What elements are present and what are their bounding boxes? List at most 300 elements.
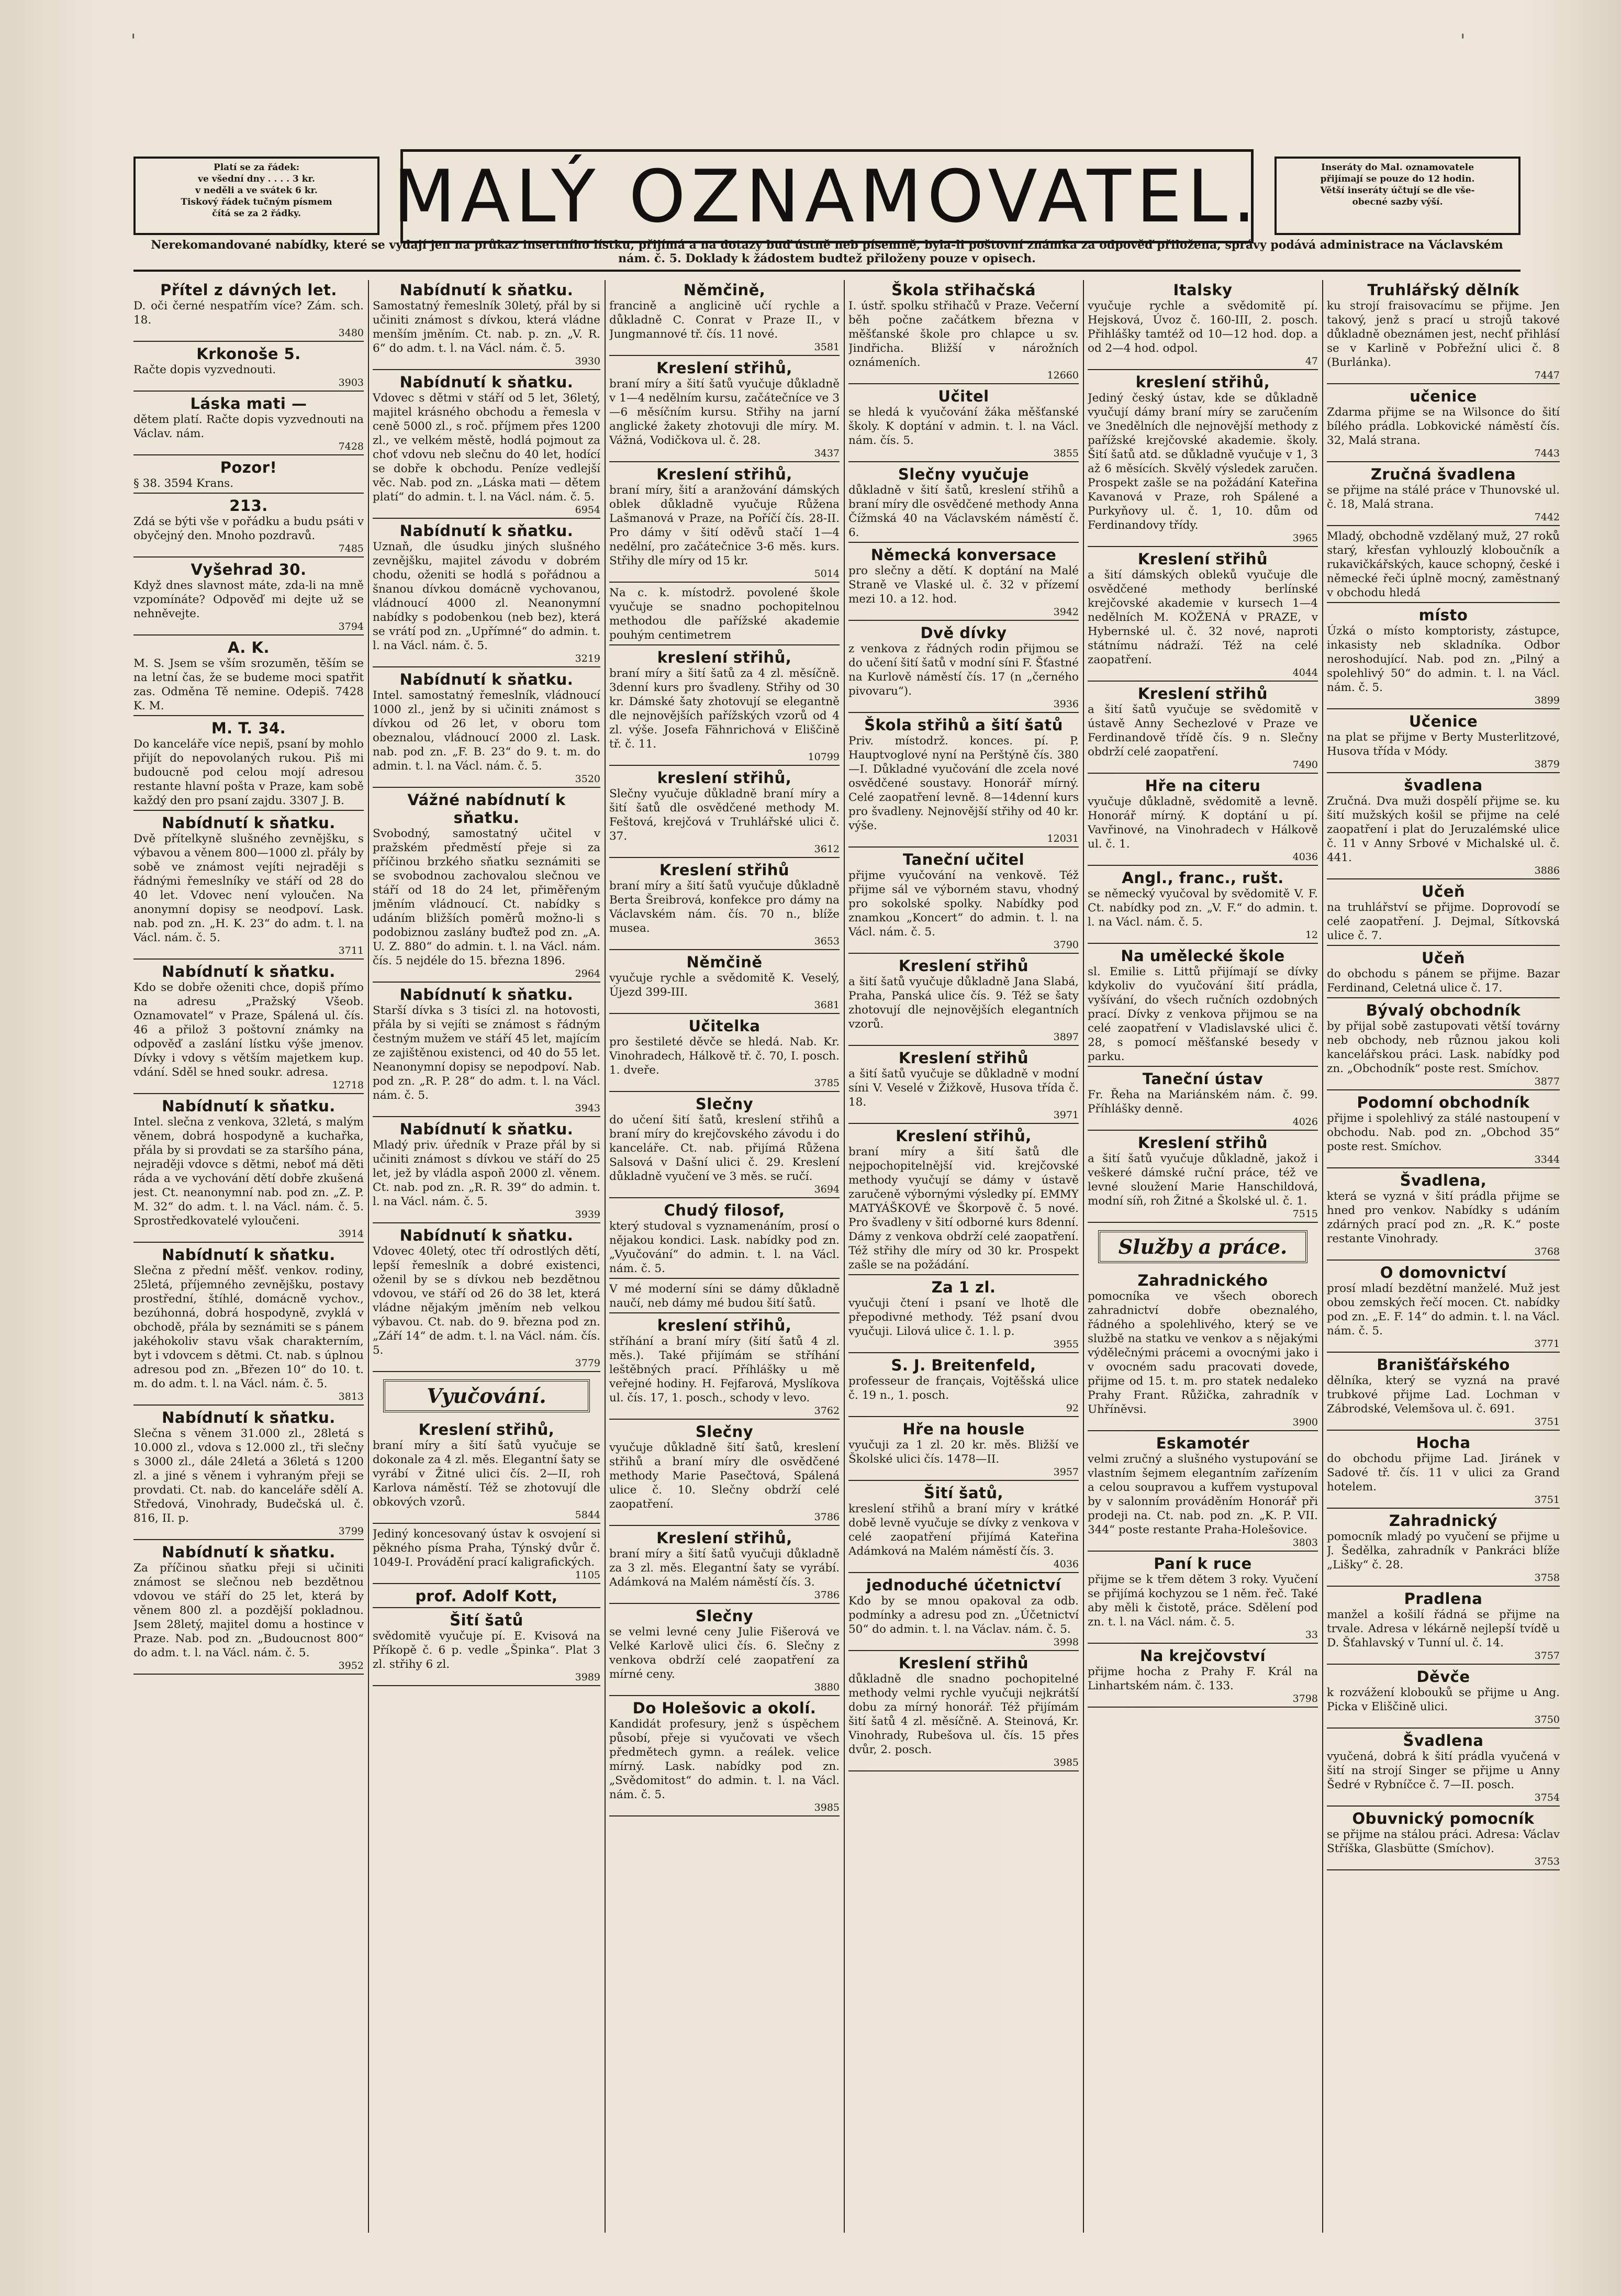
classified-ad (609, 1094, 840, 1198)
ad-reference-number: 3903 (338, 377, 364, 388)
ad-reference-number: 3971 (1053, 1109, 1079, 1121)
ad-heading: Vyšehrad 30. (191, 561, 307, 578)
ad-reference-number: 5844 (575, 1509, 600, 1521)
ad-reference-number: 3711 (338, 945, 364, 956)
ad-reference-number: 3751 (1534, 1416, 1560, 1428)
deadline-line: Inseráty do Mal. oznamovatele (1321, 162, 1474, 173)
ad-reference-number: 7443 (1534, 448, 1560, 459)
ad-heading: Kreslení střihů, (896, 1127, 1032, 1145)
ad-heading: Šití šatů, (923, 1484, 1004, 1502)
classified-ad (1088, 684, 1318, 774)
ad-text: se přijme na stálé práce v Thunovské ul. č. 18, Malá strana. (1327, 484, 1560, 511)
ad-reference-number: 3751 (1534, 1494, 1560, 1506)
ad-text: se velmi levné ceny Julie Fišerová ve Velké Karlově ulici čís. 6. Slečny z venkova obdrží celé zaopatření za mírné ceny. (609, 1625, 840, 1681)
ad-reference-number: 3771 (1534, 1338, 1560, 1350)
ad-reference-number: 3768 (1534, 1246, 1560, 1257)
classified-ad (848, 1355, 1079, 1417)
ad-heading: 213. (229, 497, 268, 515)
ad-text: pro šestileté děvče se hledá. Nab. Kr. Vinohradech, Hálkově tř. č. 70, I. posch. 1. dveře. (609, 1035, 840, 1077)
ad-reference-number: 92 (1066, 1402, 1079, 1414)
ad-heading: Láska mati — (190, 395, 307, 413)
classified-ad (1327, 1355, 1560, 1431)
ad-text: Slečna z přední měšť. venkov. rodiny, 25letá, příjemného zevnějšku, postavy prostřední, štíhlé, domácně vychov., bezúhonná, dobrá hospodyně, zvyklá v obchodě, přála by seznámiti se s pánem jakéhokoliv stavu však charakterním, byt i vdovcem s dětmi. Ct. nab. s úplnou adresou pod zn. „Březen 10“ do 10. t. m. do adm. t. l. na Václ. nám. č. 5. (133, 1264, 364, 1390)
rates-line: Tiskový řádek tučným písmem (181, 197, 332, 207)
classified-ad (133, 1542, 364, 1675)
ad-heading: Škola střihů a šití šatů (864, 716, 1063, 734)
ad-text: braní míry a šití šatů dle nejpochopitelnější vid. krejčovské methody vyučují se dámy v ústavě zaručeně výbornými výsledky pí. EMMY MATYÁŠKOVÉ ve Škorpově č. 5 nové. Pro švadleny v šití odborné kurs 8denní. Dámy z venkova obdrží celé zaopatření. Též střihy dle míry od 30 kr. Prospekt zašle se na požádání. (848, 1145, 1079, 1272)
ad-text: Kandidát profesury, jenž s úspěchem působí, přeje si vyučovati ve všech předmětech gymn. a reálek. velice mírný. Lask. nabídky pod zn. „Svědomitost“ do admin. t. l. na Václ. nám. č. 5. (609, 1718, 840, 1801)
ad-reference-number: 3798 (1292, 1693, 1318, 1704)
ad-heading: A. K. (227, 639, 270, 656)
ad-reference-number: 3480 (338, 327, 364, 339)
classified-ad (848, 623, 1079, 713)
ad-text: se hledá k vyučování žáka měšťanské školy. K doptání v admin. t. l. na Václ. nám. čís. 5. (848, 406, 1079, 447)
ad-heading: Nabídnutí k sňatku. (162, 963, 336, 980)
ad-reference-number: 1105 (575, 1569, 600, 1581)
ad-reference-number: 2964 (575, 968, 600, 979)
ad-heading: Branišťářského (1377, 1356, 1510, 1374)
ad-heading: Kreslení střihů, (656, 465, 792, 483)
classified-ad (373, 1526, 600, 1584)
ad-heading: Truhlářský dělník (1367, 281, 1519, 299)
ad-text: přijme i spolehlivý za stálé nastoupení v obchodu. Nab. pod zn. „Obchod 35“ poste rest. Smíchov. (1327, 1112, 1560, 1153)
ad-text: vyučuje důkladně, svědomitě a levně. Honorář mírný. K doptání u pí. Vavřinové, na Vinohradech v Hálkově ul. č. 1. (1088, 795, 1318, 851)
ad-heading: Slečny vyučuje (898, 465, 1030, 483)
ad-heading: Německá konversace (870, 546, 1057, 564)
ad-reference-number: 3914 (338, 1228, 364, 1240)
ad-heading: Šití šatů (450, 1611, 523, 1629)
classified-ad (848, 1653, 1079, 1771)
ad-heading: místo (1418, 606, 1468, 624)
ad-heading: Kreslení střihů (898, 1049, 1029, 1067)
column-divider (605, 280, 606, 2233)
ad-text: Mladý priv. úředník v Praze přál by si učiniti známost s dívkou ve stáří do 25 let, jež by vládla aspoň 2000 zl. věnem. Ct. nab. pod zn. „R. R. 39“ do admin. t. l. na Václ. nám. č. 5. (373, 1139, 600, 1208)
page-title: MALÝ OZNAMOVATEL. (393, 154, 1261, 239)
ad-text: do učení šití šatů, kreslení střihů a braní míry do krejčovského závodu i do kanceláře. Ct. nab. přijímá Růžena Salsová v Dašní ulici č. 29. Kreslení důkladně vyučení ve 3 měs. se ručí. (609, 1113, 840, 1183)
ad-heading: Obuvnický pomocník (1352, 1810, 1535, 1827)
classified-ad (848, 956, 1079, 1046)
classified-ad (1327, 1000, 1560, 1090)
ad-heading: Nabídnutí k sňatku. (399, 671, 574, 688)
ad-heading: Kreslení střihů, (418, 1421, 555, 1439)
classified-ad (373, 372, 600, 519)
classified-ad (848, 1048, 1079, 1124)
ad-heading: Učeň (1421, 949, 1466, 967)
ad-text: Na c. k. místodrž. povolené škole vyučuje se snadno pochopitelnou methodou dle pařížské akademie pouhým centimetrem (609, 586, 840, 642)
ad-text: ku strojí fraisovacímu se přijme. Jen takový, jenž s prací u strojů takové důkladně obeznámen jest, nechť přihlásí se v Karlině v Pobřežní ulici č. 8 (Burlánka). (1327, 299, 1560, 369)
ad-text: se německý vyučoval by svědomitě V. F. Ct. nabídky pod zn. „V. F.“ do admin. t. l. na Václ. nám. č. 5. (1088, 887, 1318, 929)
ad-heading: Slečny (695, 1095, 754, 1113)
ad-text: do obchodu s pánem se přijme. Bazar Ferdinand, Celetná ulice č. 17. (1327, 967, 1560, 995)
ad-reference-number: 3877 (1534, 1076, 1560, 1087)
ad-reference-number: 3803 (1292, 1537, 1318, 1548)
ad-reference-number: 3985 (1053, 1757, 1079, 1768)
ad-reference-number: 3344 (1534, 1154, 1560, 1165)
ad-heading: Kreslení střihů (1137, 550, 1268, 568)
classified-ad (609, 280, 840, 356)
classified-ad (133, 1096, 364, 1243)
ad-reference-number: 3790 (1053, 939, 1079, 951)
ad-heading: Vážné nabídnutí k sňatku. (407, 791, 566, 827)
ad-reference-number: 3757 (1534, 1650, 1560, 1662)
ad-text: přijme hocha z Prahy F. Král na Linhartském nám. č. 133. (1088, 1665, 1318, 1692)
ad-text: Když dnes slavnost máte, zda-li na mně vzpomínáte? Odpověď mi dejte už se nehněvejte. (133, 579, 364, 620)
ad-reference-number: 5014 (814, 568, 840, 579)
ad-text: Jediný koncesovaný ústav k osvojení si pěkného písma Praha, Týnský dvůr č. 1049-I. Provádění prací kaligrafických. (373, 1528, 600, 1569)
column-divider (1322, 280, 1323, 2233)
ad-reference-number: 3813 (338, 1391, 364, 1402)
ad-text: Zručná. Dva muži dospělí přijme se. ku šití mužských košil se přijme na celé zaopatření i plat do Jeruzalémské ulice č. 11 v Anny Srbové v Michalské ul. č. 441. (1327, 795, 1560, 864)
ad-heading: švadlena (1404, 776, 1483, 794)
ad-reference-number: 3437 (814, 448, 840, 459)
classified-ad (1327, 1433, 1560, 1509)
ad-heading: Švadlena (1403, 1732, 1484, 1749)
ad-text: Vdovec s dětmi v stáří od 5 let, 36letý, majitel krásného obchodu a řemesla v ceně 5000 zl., s roč. příjmem přes 1200 zl., ve velkém městě, hodlá pojmout za choť vdovu neb slečnu do 40 let, hodící se dobře k obchodu. Peníze vedlejší věc. Nab. pod zn. „Láska mati — dětem platí“ do admin. t. l. na Václ. nám. č. 5. (373, 392, 600, 504)
ad-text: D. oči černé nespatřím více? Zám. sch. 18. (133, 299, 364, 327)
ad-reference-number: 3886 (1534, 865, 1560, 876)
classified-ad (373, 1610, 600, 1686)
ad-text: pomocník mladý po vyučení se přijme u J. Šedělka, zahradník v Pankráci blíže „Lišky“ č. 28. (1327, 1530, 1560, 1571)
ad-heading: Chudý filosof, (664, 1201, 785, 1219)
classified-ad (133, 280, 364, 342)
ad-text: svědomitě vyučuje pí. E. Kvisová na Příkopě č. 6 p. vedle „Špinka“. Plat 3 zl. střihy 6 zl. (373, 1630, 600, 1671)
classified-ad (1088, 946, 1318, 1067)
ad-heading: Nabídnutí k sňatku. (162, 814, 336, 832)
rates-line: v neděli a ve svátek 6 kr. (195, 185, 318, 196)
ad-heading: Na krejčovství (1139, 1647, 1266, 1665)
column-4 (848, 280, 1079, 2233)
classified-ad (373, 1586, 600, 1608)
ad-reference-number: 3581 (814, 341, 840, 353)
ad-reference-number: 3219 (575, 653, 600, 664)
ad-text: Mladý, obchodně vzdělaný muž, 27 roků starý, křesťan vyhlouzlý kloboučník a rukavičkářských, kauce schopný, české i německé řeči úplně mocný, zaměstnaný v obchodu hledá (1327, 530, 1560, 599)
ad-text: Fr. Řeha na Mariánském nám. č. 99. Příhlášky denně. (1088, 1088, 1318, 1116)
title-frame (393, 149, 1261, 243)
ad-reference-number: 7490 (1292, 759, 1318, 771)
classified-ad (373, 1225, 600, 1372)
classified-ad (133, 458, 364, 494)
ad-text: dětem platí. Račte dopis vyzvednouti na Václav. nám. (133, 413, 364, 440)
ad-reference-number: 3897 (1053, 1031, 1079, 1043)
ad-heading: Taneční učitel (902, 851, 1025, 868)
ad-heading: Angl., franc., rušt. (1122, 869, 1284, 887)
ad-reference-number: 6954 (575, 504, 600, 516)
classified-ad (848, 545, 1079, 621)
ad-text: a šití dámských obleků vyučuje dle osvědčené methody berlínské krejčovské akademie v kursech 1—4 nedělních M. KOŽENÁ v PRAZE, v Hybernské ul. č. 32 nové, naproti státnímu nádraží. Též na celé zaopatření. (1088, 569, 1318, 666)
ad-heading: Zručná švadlena (1370, 465, 1516, 483)
classified-ad (373, 1420, 600, 1524)
ad-heading: Učeň (1421, 883, 1466, 900)
ad-reference-number: 3930 (575, 355, 600, 367)
ad-heading: Škola střihačská (891, 281, 1036, 299)
classified-ad (1088, 1270, 1318, 1431)
classified-ad (1327, 528, 1560, 603)
ad-text: V mé moderní síni se dámy důkladně naučí, neb dámy mé budou šití šatů. (609, 1283, 840, 1310)
ad-text: Starší dívka s 3 tisíci zl. na hotovosti, přála by si vejíti se známost s řádným čestným mužem ve stáří 45 let, majícím ze zajištěnou existenci, od 40 do 55 let. Neanonymní dopisy se nepodpoví. Nab. pod zn. „R. P. 28“ do adm. t. l. na Václ. nám. č. 5. (373, 1004, 600, 1102)
ad-reference-number: 12660 (1047, 370, 1079, 381)
ad-heading: Dvě dívky (920, 624, 1007, 642)
ad-heading: Taneční ústav (1142, 1070, 1264, 1088)
ad-reference-number: 3779 (575, 1357, 600, 1369)
ad-text: a šití šatů vyučuje se svědomitě v ústavě Anny Sechezlové v Praze ve Ferdinandově třídě čís. 9 n. Slečny obdrží celé zaopatření. (1088, 703, 1318, 759)
ad-heading: Přítel z dávných let. (160, 281, 337, 299)
ad-text: Dvě přítelkyně slušného zevnějšku, s výbavou a věnem 800—1000 zl. přály by sobě ve známost vejíti nejraději s řádnými řemeslníky ve stáří od 28 do 40 let. Vdovec není vyloučen. Na anonymní dopisy se neodpoví. Lask. nab. pod zn. „H. K. 23“ do adm. t. l. na Václ. nám. č. 5. (133, 832, 364, 944)
ad-heading: O domovnictví (1380, 1264, 1507, 1281)
ad-heading: Hocha (1416, 1434, 1471, 1452)
ad-heading: Kreslení střihů (1137, 685, 1268, 703)
ad-text: Zdarma přijme se na Wilsonce do šití bílého prádla. Lobkovické náměstí čís. 32, Malá strana. (1327, 406, 1560, 447)
ad-heading: prof. Adolf Kott, (415, 1587, 558, 1605)
ad-text: pro slečny a dětí. K doptání na Malé Straně ve Vlaské ul. č. 32 v přízemí mezi 10. a 12. hod. (848, 564, 1079, 606)
classified-ad (1327, 280, 1560, 384)
ad-reference-number: 7447 (1534, 370, 1560, 381)
ad-heading: Pozor! (220, 459, 277, 476)
rates-line: Platí se za řádek: (213, 162, 300, 173)
ad-reference-number: 3520 (575, 773, 600, 785)
ad-heading: Němčině (686, 953, 763, 971)
ad-text: braní míry a šití šatů vyučuji důkladně za 3 zl. měs. Elegantní šaty se vyrábí. Adámková na Malém náměstí čís. 3. (609, 1547, 840, 1589)
ad-reference-number: 3952 (338, 1660, 364, 1671)
classified-ad (133, 962, 364, 1094)
ad-reference-number: 3955 (1053, 1339, 1079, 1350)
masthead (133, 149, 1521, 277)
ad-heading: Nabídnutí k sňatku. (162, 1409, 336, 1426)
ad-reference-number: 3855 (1053, 448, 1079, 459)
ad-reference-number: 3750 (1534, 1714, 1560, 1725)
classified-ad (1088, 1133, 1318, 1223)
classified-ad (1088, 1646, 1318, 1708)
ad-text: důkladně dle snadno pochopitelné methody velmi rychle vyučuji nejkrátší dobu za mírný honorář. Též přijímám šití šatů 4 zl. měsíčně. A. Steinová, Kr. Vinohrady, Rubešova ul. čís. 15 přes dvůr, 2. posch. (848, 1673, 1079, 1756)
classified-ad (1327, 775, 1560, 879)
deadline-line: Větší inseráty účtují se dle vše- (1320, 185, 1475, 196)
column-5 (1088, 280, 1318, 2233)
classified-ad (609, 585, 840, 645)
classified-ad (848, 1277, 1079, 1353)
ad-heading: Nabídnutí k sňatku. (162, 1097, 336, 1115)
column-divider (1083, 280, 1084, 2233)
ad-text: Svobodný, samostatný učitel v pražském předměstí přeje si za příčinou brzkého sňatku seznámiti se se svobodnou zachovalou slečnou ve stáří od 18 do 24 let, přiměřeným jměním vládnoucí. Ct. nabídky s udáním bližších poměrů možno-li s podobiznou zaslány buďtež pod zn. „A. U. Z. 880“ do admin. t. l. na Václ. nám. čís. 5 nejdéle do 15. března 1896. (373, 827, 600, 967)
ad-text: Za příčinou sňatku přeji si učiniti známost se slečnou neb bezdětnou vdovou ve stáří do 25 let, která by věnem 800 zl. a pozdější pokladnou. Jsem 28letý, majitel domu a hostince v Praze. Nab. pod zn. „Budoucnost 800“ do adm. t. l. na Václ. nám. č. 5. (133, 1562, 364, 1659)
ad-text: Samostatný řemeslník 30letý, přál by si učiniti známost s dívkou, která vládne menším jměním. Ct. nab. p. zn. „V. R. 6“ do adm. t. l. na Václ. nám. č. 5. (373, 299, 600, 355)
classified-ad (848, 850, 1079, 954)
ad-heading: Nabídnutí k sňatku. (399, 986, 574, 1004)
ad-heading: Němčině, (683, 281, 766, 299)
classified-ad (1327, 948, 1560, 998)
ad-reference-number: 3998 (1053, 1636, 1079, 1648)
ad-heading: Eskamotér (1156, 1434, 1250, 1452)
classified-ad (133, 560, 364, 636)
ad-text: do obchodu přijme Lad. Jiránek v Sadové tř. čís. 11 v ulici za Grand hotelem. (1327, 1452, 1560, 1493)
ad-reference-number: 4036 (1053, 1558, 1079, 1570)
classified-ad (848, 1126, 1079, 1275)
ad-heading: Nabídnutí k sňatku. (399, 281, 574, 299)
deadline-line: obecné sazby výší. (1352, 197, 1443, 207)
classified-ad (609, 1200, 840, 1279)
ad-reference-number: 7442 (1534, 511, 1560, 523)
ad-heading: Zahradnického (1137, 1272, 1268, 1289)
ad-text: prosí mladí bezdětní manželé. Muž jest obou zemských řečí mocen. Ct. nabídky pod zn. „E. F. 14“ do admin. t. l. na Václ. nám. č. 5. (1327, 1282, 1560, 1338)
classified-ad (373, 670, 600, 788)
classified-ad (1088, 1433, 1318, 1552)
classified-ad (1327, 605, 1560, 709)
classified-ad (133, 1408, 364, 1540)
ad-heading: Pradlena (1404, 1590, 1483, 1608)
ad-text: Račte dopis vyzvednouti. (133, 363, 276, 376)
classified-ad (133, 344, 364, 392)
column-6 (1327, 280, 1560, 2233)
classified-ad (609, 1281, 840, 1313)
ad-heading: Na umělecké škole (1121, 947, 1285, 965)
ad-text: by přijal sobě zastupovati větší továrny neb obchody, neb různou jakou koli kancelářskou práci. Lask. nabídky pod zn. „Obchodník“ poste rest. Smíchov. (1327, 1020, 1560, 1075)
classified-ad (848, 464, 1079, 543)
ad-reference-number: 4044 (1292, 667, 1318, 678)
ad-reference-number: 4026 (1292, 1116, 1318, 1128)
ad-heading: Italsky (1173, 281, 1233, 299)
ad-text: Priv. místodrž. konces. pí. P. Hauptvoglové nyní na Perštýně čís. 380—I. Důkladné vyučování dle zcela nové osvědčené soustavy. Honorář mírný. Celé zaopatření levně. 8—14denní kurs pro švadleny. Nejnovější střihy od 40 kr. výše. (848, 734, 1079, 832)
ad-heading: Učitel (938, 387, 989, 405)
ad-heading: Kreslení střihů, (656, 359, 792, 377)
ad-heading: kreslení střihů, (1135, 373, 1270, 391)
ad-text: z venkova z řádných rodin přijmou se do učení šití šatů v modní síni F. Šťastné na Kurlově náměstí čís. 17 (n „černého pivovaru“). (848, 642, 1079, 698)
ad-reference-number: 3754 (1534, 1792, 1560, 1803)
classified-ad (1088, 1554, 1318, 1644)
classified-ad (609, 860, 840, 950)
rates-box (133, 157, 379, 235)
ad-reference-number: 3939 (575, 1209, 600, 1220)
classified-ad (1088, 776, 1318, 866)
column-1 (133, 280, 364, 2233)
ad-text: se přijme na stálou práci. Adresa: Václav Stříška, Glasbütte (Smíchov). (1327, 1828, 1560, 1855)
ad-reference-number: 4036 (1292, 851, 1318, 863)
ad-heading: Podomní obchodník (1357, 1094, 1530, 1111)
classified-ad (1088, 549, 1318, 682)
ad-text: M. S. Jsem se vším srozuměn, těším se na letní čas, že se budeme moci spatřit zas. Odměna Tě nemine. Odepiš. 7428 K. M. (133, 657, 364, 712)
ad-reference-number: 7485 (338, 543, 364, 554)
ad-reference-number: 3965 (1292, 532, 1318, 544)
ad-reference-number: 3794 (338, 621, 364, 632)
ad-text: Slečna s věnem 31.000 zl., 28letá s 10.000 zl., vdova s 12.000 zl., tři slečny s 3000 zl., dále 24letá a 36letá s 1200 zl. a jiné s věnem i vyhraným přeji se provdati. Ct. nab. do kanceláře sdělí A. Středová, Vinohrady, Budečská ul. č. 816, II. p. (133, 1427, 364, 1525)
ad-heading: učenice (1410, 387, 1477, 405)
ad-reference-number: 3957 (1053, 1466, 1079, 1478)
ad-reference-number: 3694 (814, 1184, 840, 1195)
ad-text: vyučuje důkladně šití šatů, kreslení střihů a braní míry dle osvědčené methody Marie Pasečtová, Spálená ulice č. 10. Slečny obdrží celé zaopatření. (609, 1441, 840, 1511)
classified-ad (1327, 1809, 1560, 1870)
ad-text: braní míry a šití šatů za 4 zl. měsíčně. 3denní kurs pro švadleny. Střihy od 30 kr. Dámské šaty zhotovují se elegantně dle nejnovějších pařížských vzorů od 4 zl. výše. Josefa Fähnrichová v Eliščině tř. č. 11. (609, 667, 840, 751)
ad-text: Vdovec 40letý, otec tří odrostlých dětí, lepší řemeslník a dobré existenci, oženil by se s dívkou neb bezdětnou vdovou, ve stáří od 26 do 38 let, která vládne nějakým jměním neb velkou výbavou. Ct. nab. do 9. března pod zn. „Září 14“ de adm. t. l. na Václ. nám. čís. 5. (373, 1245, 600, 1357)
classified-ad (1327, 1093, 1560, 1168)
ad-text: Intel. slečna z venkova, 32letá, s malým věnem, dobrá hospodyně a kuchařka, přála by si provdati se za staršího pána, nejraději vdovce s dětmi, neboť má děti ráda a ve vychování dětí dobře zkušená jest. Ct. neanonymní nab. pod zn. „Z. P. M. 32“ do adm. t. l. na Václ. nám. č. 5. Sprostředkovatelé vyloučeni. (133, 1116, 364, 1228)
ad-reference-number: 7515 (1292, 1208, 1318, 1220)
ad-text: Jediný český ústav, kde se důkladně vyučují dámy braní míry se zaručením ve 3nedělních dle nejnovější methody z pařížské krejčovské akademie. školy. Šití šatů atd. se důkladně vyučuje v 1, 3 až 6 měsících. Skvělý výsledek zaručen. Prospekt zašle se na požádání Kateřina Kavanová v Praze, roh Spálené a Purkyňovy ul. č. 1, 10. dům od Ferdinandovy třídy. (1088, 392, 1318, 532)
ad-reference-number: 3762 (814, 1405, 840, 1417)
ad-text: na truhlářství se přijme. Doprovodí se celé zaopatření. J. Dejmal, Sítkovská ulice č. 7. (1327, 901, 1560, 942)
ad-reference-number: 3753 (1534, 1856, 1560, 1867)
ad-reference-number: 3653 (814, 935, 840, 947)
classified-ad (1088, 372, 1318, 547)
classified-ad (1327, 386, 1560, 462)
ad-text: velmi zručný a slušného vystupování se vlastním šejmem elegantním zařízením a celou soupravou a kufřem vystupoval by v salonním prováděním Honorář při prodeji na. Ct. nab. pod zn. „K. P. VII. 344“ poste restante Praha-Holešovice. (1088, 1453, 1318, 1536)
ad-text: vyučuji za 1 zl. 20 kr. měs. Bližší ve Školské ulici čís. 1478—II. (848, 1439, 1079, 1466)
ad-heading: Slečny (695, 1423, 754, 1441)
ad-text: přijme vyučování na venkově. Též přijme sál ve výborném stavu, vhodný pro sokolské spolky. Nabídky pod znamkou „Koncert“ do admin. t. l. na Václ. nám. č. 5. (848, 869, 1079, 939)
classified-ad (133, 496, 364, 558)
classified-ad (848, 1419, 1079, 1481)
ad-text: který studoval s vyznamenáním, prosí o nějakou kondici. Lask. nabídky pod zn. „Vyučování“ do admin. t. l. na Václ. nám. č. 5. (609, 1220, 840, 1275)
section-heading: Vyučování. (383, 1379, 590, 1412)
ad-reference-number: 47 (1305, 355, 1318, 367)
classified-ad (133, 638, 364, 716)
column-2 (373, 280, 600, 2233)
rates-line: ve všední dny . . . . 3 kr. (198, 174, 315, 184)
classified-ad (1088, 280, 1318, 370)
ad-reference-number: 3900 (1292, 1417, 1318, 1428)
ad-text: která se vyzná v šití prádla přijme se hned pro venkov. Nabídky s udáním zdárných prací pod zn. „R. K.“ poste restante Vinohrady. (1327, 1190, 1560, 1245)
classified-ad (1327, 1511, 1560, 1587)
column-divider (368, 280, 369, 2233)
classified-ad (133, 813, 364, 960)
ad-heading: Krkonoše 5. (196, 345, 301, 363)
column-divider (844, 280, 845, 2233)
ad-reference-number: 12 (1305, 929, 1318, 941)
ad-reference-number: 3942 (1053, 606, 1079, 618)
ad-text: Kdo by se mnou opakoval za odb. podmínky a adresu pod zn. „Účetnictví 50“ do admin. t. l. na Václav. nám. č. 5. (848, 1595, 1079, 1636)
ad-text: na plat se přijme v Berty Musterlitzové, Husova třída v Módy. (1327, 731, 1560, 758)
ad-reference-number: 12718 (332, 1079, 364, 1091)
ad-text: přijme se k třem dětem 3 roky. Vyučení se přijímá kochyzou se 1 něm. řeč. Také aby měli k čistotě, práce. Sdělení pod zn. t. l. na Václ. nám. č. 5. (1088, 1573, 1318, 1629)
classified-ad (848, 715, 1079, 848)
ad-heading: kreslení střihů, (657, 1317, 792, 1334)
ad-heading: Do Holešovic a okolí. (632, 1699, 817, 1717)
ad-text: Kdo se dobře oženiti chce, dopiš přímo na adresu „Pražský Všeob. Oznamovatel“ v Praze, Spálená ul. čís. 46 a přilož 3 poštovní známky na odpověď a zaslání lístku výše jmenov. Dívky i vdovy s větším majetkem kup. vdání. Sděl se hned soukr. adresa. (133, 981, 364, 1079)
classified-ad (373, 790, 600, 983)
ad-reference-number: 3612 (814, 843, 840, 855)
ad-reference-number: 12031 (1047, 833, 1079, 844)
classified-ad (1327, 1731, 1560, 1807)
ad-heading: Kreslení střihů (898, 957, 1029, 975)
ad-reference-number: 3989 (575, 1671, 600, 1683)
ad-heading: Zahradnický (1389, 1512, 1498, 1530)
ad-text: vyučuji čtení i psaní ve lhotě dle přepodivné methody. Též psaní dvou vyučuji. Lilová ulice č. 1. l. p. (848, 1297, 1079, 1338)
classified-ad (609, 952, 840, 1014)
ad-heading: Učenice (1408, 712, 1478, 730)
submission-notice: Nerekomandované nabídky, které se vydají jen na průkaz insertního lístku, přijímá a na dotazy buď ústně neb písemně, byla-li poštovní známka za odpověď přiložena, správy podává administrace na Václavském nám. č. 5. Doklady k žádostem budtež přiloženy pouze v opisech. (151, 238, 1503, 265)
ad-reference-number: 3985 (814, 1802, 840, 1813)
ad-reference-number: 7428 (338, 441, 364, 452)
classified-ad (609, 1316, 840, 1420)
ad-text: Do kanceláře více nepiš, psaní by mohlo přijít do nepovolaných rukou. Piš mi budoucně pod celou mojí adresou restante hlavní pošta v Praze, kam sobě každý den pro psaní zajdu. 3307 J. B. (133, 738, 364, 807)
ad-text: professeur de français, Vojtěšská ulice č. 19 n., 1. posch. (848, 1375, 1079, 1402)
classified-ad (609, 1528, 840, 1604)
classified-ad (1088, 1069, 1318, 1131)
ad-heading: Nabídnutí k sňatku. (399, 373, 574, 391)
ad-heading: Za 1 zl. (931, 1278, 996, 1296)
deadline-line: přijímají se pouze do 12 hodin. (1320, 174, 1475, 184)
classified-ad (609, 1606, 840, 1696)
ad-text: důkladně v šití šatů, kreslení střihů a braní míry dle osvědčené methody Anna Čížmská 40 na Václavském náměstí č. 6. (848, 484, 1079, 539)
ad-heading: kreslení střihů, (657, 649, 792, 666)
ad-reference-number: 3899 (1534, 695, 1560, 706)
section-heading: Služby a práce. (1098, 1230, 1307, 1263)
ad-text: k rozvážení klobouků se přijme u Ang. Picka v Eliščině ulici. (1327, 1686, 1560, 1713)
ad-text: sl. Emilie s. Littů přijímají se dívky kdykoliv do vyučování šití prádla, vyšívání, do všech ručních ozdobných prací. Dívky z venkova přijmou se na celé zaopatření v Vladislavské ulici č. 28, s pomocí měšťanské besedy v parku. (1088, 965, 1318, 1063)
ad-text: stříhání a braní míry (šití šatů 4 zl. měs.). Také přijímám se stříhání leštěbných prací. Příhlášky u mě veřejné hodiny. H. Fejfarová, Myslíkova ul. čís. 17, 1. posch., schody v levo. (609, 1335, 840, 1405)
classified-ad (373, 1119, 600, 1223)
corner-mark-right: ' (1460, 30, 1466, 51)
classified-ad (1327, 1667, 1560, 1729)
ad-reference-number: 3936 (1053, 698, 1079, 710)
rates-line: čítá se za 2 řádky. (212, 208, 301, 219)
classified-ad (609, 464, 840, 583)
